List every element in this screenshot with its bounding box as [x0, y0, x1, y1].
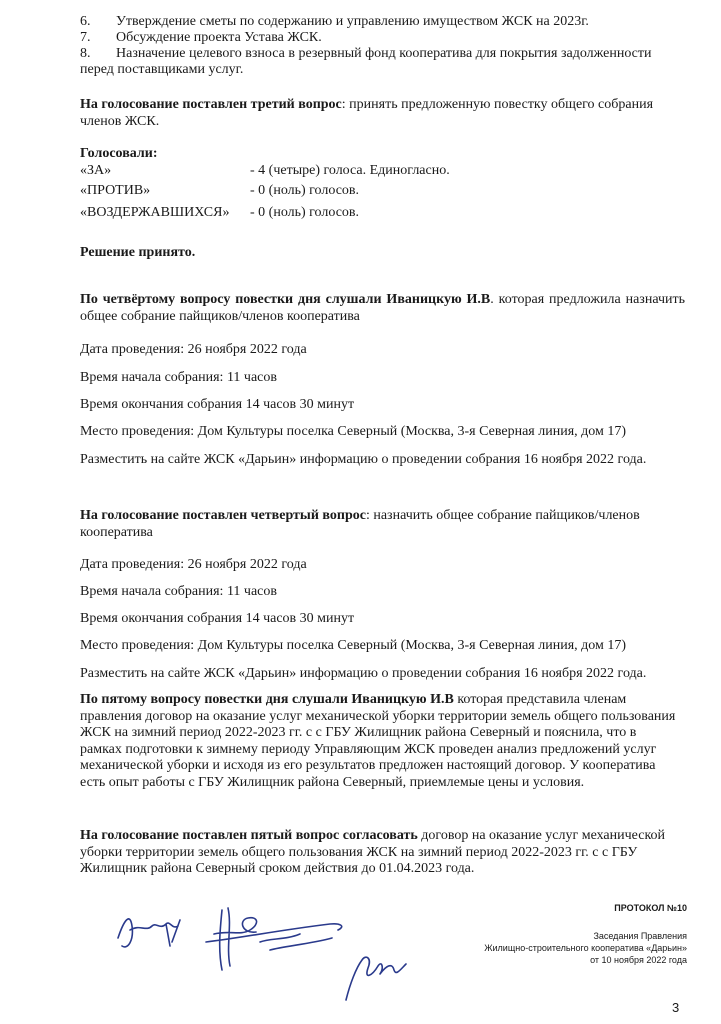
vote-abstain-label: «ВОЗДЕРЖАВШИХСЯ»: [80, 205, 230, 220]
votes-heading: Голосовали:: [80, 146, 158, 161]
protocol-line-1: Заседания Правления: [593, 931, 687, 941]
question-4-vote: На голосование поставлен четвертый вопрос: назначить общее собрание пайщиков/членов кооператива: [80, 508, 640, 540]
question-5-listen: По пятому вопросу повестки дня слушали Иваницкую И.В которая представила членам правления договор на оказание услуг механической уборки территории земель общего пользования ЖСК на зимний период 2022-2023 гг. с с ГБУ Жилищник района Северный и пояснила, что в рамках подготовки к зимнему периоду Управляющим ЖСК проведен анализ предложений услуг механической уборки и исходя из его результатов предложен настоящий договор. У кооператива есть опыт работы с ГБУ Жилищник района Северный, приемлемые цены и условия.: [80, 692, 676, 790]
decision-text: Решение принято.: [80, 245, 196, 260]
question-4-listen: По четвёртому вопросу повестки дня слушали Иваницкую И.В. которая предложила назначить общее собрание пайщиков/членов кооператива: [80, 292, 686, 324]
page-number: 3: [672, 1000, 680, 1015]
vote-abstain-value: - 0 (ноль) голосов.: [250, 205, 360, 220]
vote-against-label: «ПРОТИВ»: [80, 183, 151, 198]
question-3-vote: На голосование поставлен третий вопрос: принять предложенную повестку общего собрания членов ЖСК.: [80, 97, 654, 129]
question-5-vote: На голосование поставлен пятый вопрос согласовать договор на оказание услуг механической уборки территории земель общего пользования ЖСК на зимний период 2022-2023 гг. с с ГБУ Жилищник района Северный сроком действия до 01.04.2023 года.: [80, 828, 666, 876]
meeting-date: Дата проведения: 26 ноября 2022 года: [80, 342, 307, 357]
meeting-place: Место проведения: Дом Культуры поселка Северный (Москва, 3-я Северная линия, дом 17): [80, 424, 627, 439]
meeting-announcement: Разместить на сайте ЖСК «Дарьин» информацию о проведении собрания 16 ноября 2022 года.: [80, 452, 647, 467]
meeting-end-time: Время окончания собрания 14 часов 30 минут: [80, 397, 355, 412]
vote-against-value: - 0 (ноль) голосов.: [250, 183, 360, 198]
agenda-item-8-continuation: перед поставщиками услуг.: [80, 62, 244, 77]
protocol-line-2: Жилищно-строительного кооператива «Дарьин»: [484, 943, 687, 953]
meeting-start-time: Время начала собрания: 11 часов: [80, 370, 277, 385]
meeting-announcement-2: Разместить на сайте ЖСК «Дарьин» информацию о проведении собрания 16 ноября 2022 года.: [80, 666, 647, 681]
protocol-number: ПРОТОКОЛ №10: [614, 903, 687, 913]
agenda-item-6: 6. Утверждение сметы по содержанию и управлению имуществом ЖСК на 2023г.: [80, 14, 589, 29]
agenda-item-8: 8. Назначение целевого взноса в резервный фонд кооператива для покрытия задолженности: [80, 46, 652, 61]
vote-for-value: - 4 (четыре) голоса. Единогласно.: [250, 163, 450, 178]
meeting-date-2: Дата проведения: 26 ноября 2022 года: [80, 557, 307, 572]
vote-for-label: «ЗА»: [80, 163, 112, 178]
agenda-item-7: 7. Обсуждение проекта Устава ЖСК.: [80, 30, 322, 45]
meeting-end-time-2: Время окончания собрания 14 часов 30 минут: [80, 611, 355, 626]
meeting-place-2: Место проведения: Дом Культуры поселка Северный (Москва, 3-я Северная линия, дом 17): [80, 638, 627, 653]
handwritten-signatures: [110, 890, 440, 1010]
protocol-line-3: от 10 ноября 2022 года: [590, 955, 687, 965]
meeting-start-time-2: Время начала собрания: 11 часов: [80, 584, 277, 599]
